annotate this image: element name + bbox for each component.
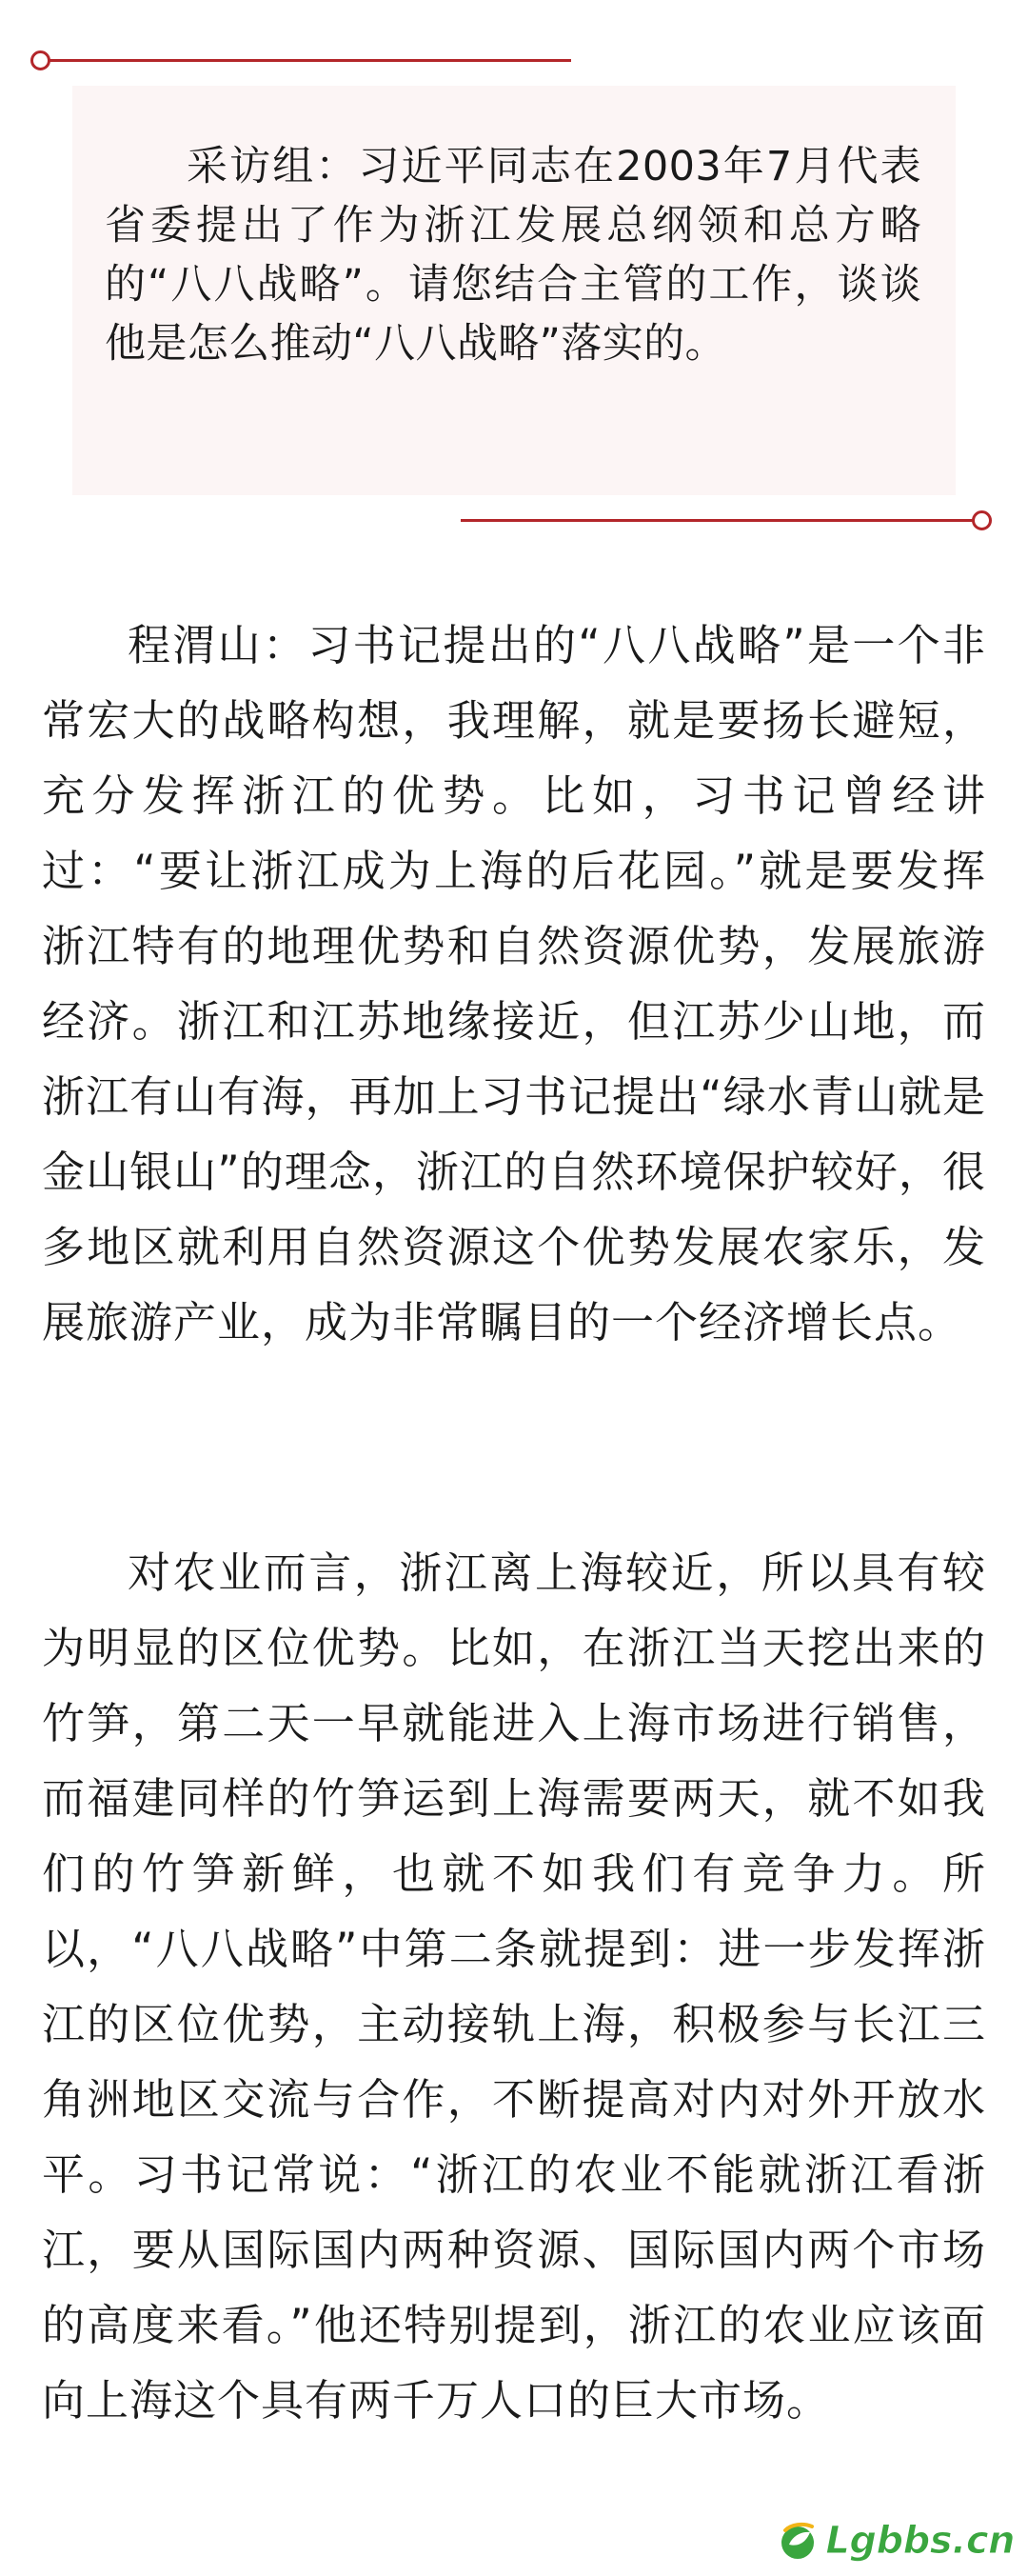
question-box	[72, 86, 956, 495]
bottom-divider-line	[461, 519, 980, 522]
circle-ornament-icon	[972, 510, 992, 530]
site-watermark	[776, 2519, 1015, 2563]
watermark-text: Lgbbs.cn	[825, 2519, 1015, 2563]
circle-ornament-icon	[30, 50, 50, 70]
answer-paragraph: 对农业而言，浙江离上海较近，所以具有较为明显的区位优势。比如，在浙江当天挖出来的竹笋，第二天一早就能进入上海市场进行销售，而福建同样的竹笋运到上海需要两天，就不如我们的竹笋新鲜，也就不如我们有竞争力。所以，“八八战略”中第二条就提到：进一步发挥浙江的区位优势，主动接轨上海，积极参与长江三角洲地区交流与合作，不断提高对内对外开放水平。习书记常说：“浙江的农业不能就浙江看浙江，要从国际国内两种资源、国际国内两个市场的高度来看。”他还特别提到，浙江的农业应该面向上海这个具有两千万人口的巨大市场。	[42, 1548, 986, 2426]
top-divider-line	[42, 59, 571, 62]
question-text: 采访组：习近平同志在2003年7月代表省委提出了作为浙江发展总纲领和总方略的“八八战略”。请您结合主管的工作，谈谈他是怎么推动“八八战略”落实的。	[105, 143, 921, 368]
answer-paragraph: 程渭山：习书记提出的“八八战略”是一个非常宏大的战略构想，我理解，就是要扬长避短，充分发挥浙江的优势。比如，习书记曾经讲过：“要让浙江成为上海的后花园。”就是要发挥浙江特有的地理优势和自然资源优势，发展旅游经济。浙江和江苏地缘接近，但江苏少山地，而浙江有山有海，再加上习书记提出“绿水青山就是金山银山”的理念，浙江的自然环境保护较好，很多地区就利用自然资源这个优势发展农家乐，发展旅游产业，成为非常瞩目的一个经济增长点。	[42, 620, 986, 1348]
leaf-logo-icon	[776, 2519, 820, 2563]
